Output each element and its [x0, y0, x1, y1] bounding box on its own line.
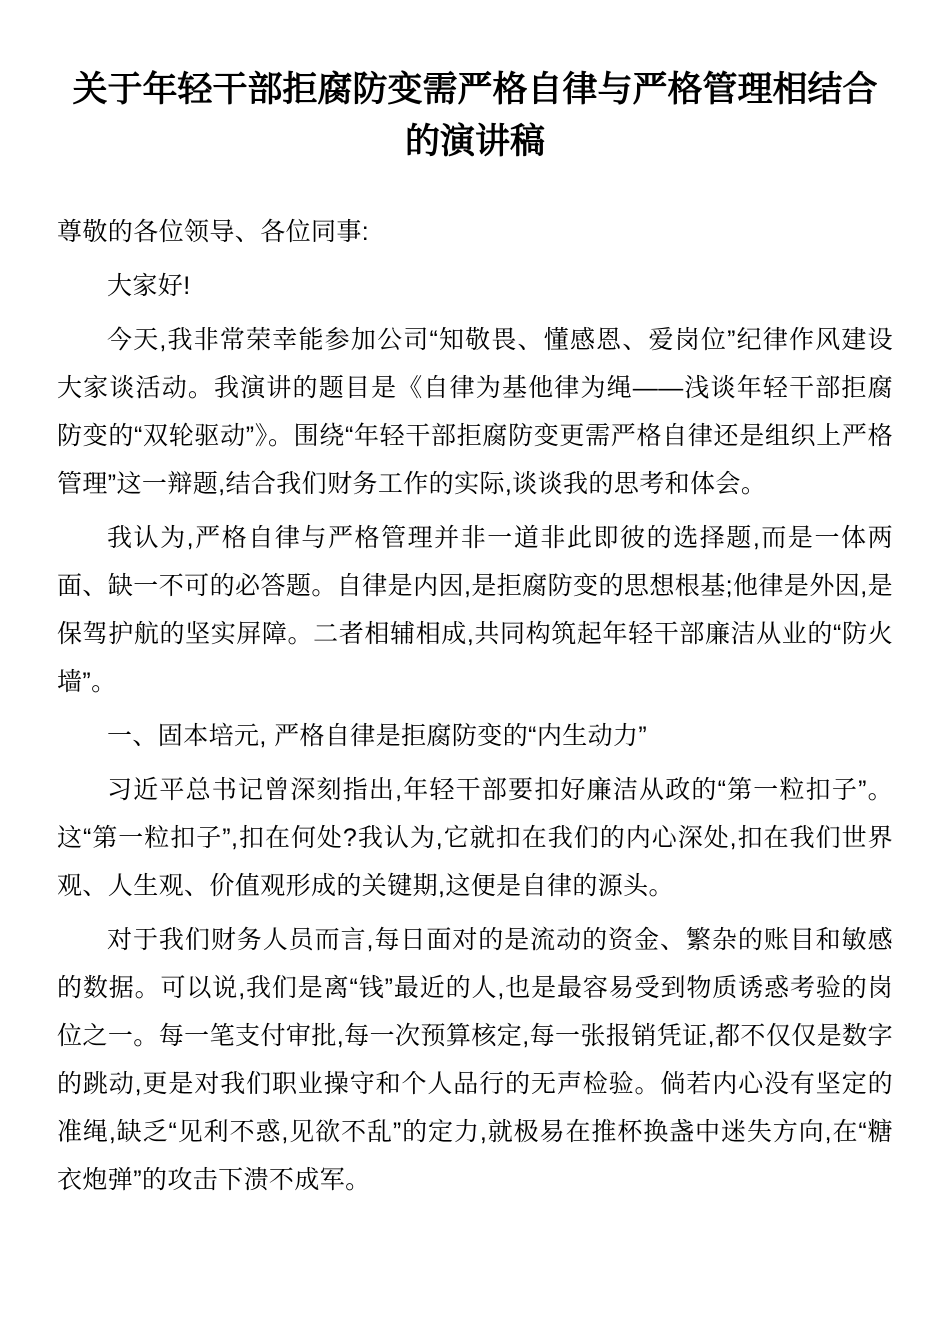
- document-body: [57, 208, 893, 1204]
- greeting-paragraph: 大家好!: [107, 272, 191, 300]
- finance-paragraph: 对于我们财务人员而言,每日面对的是流动的资金、繁杂的账目和敏感的数据。可以说,我们是离“钱”最近的人,也是最容易受到物质诱惑考验的岗位之一。每一笔支付审批,每一次预算核定,每一张报销凭证,都不仅仅是数字的跳动,更是对我们职业操守和个人品行的无声检验。倘若内心没有坚定的准绳,缺乏“见利不惑,见欲不乱”的定力,就极易在推杯换盏中迷失方向,在“糖衣炮弹”的攻击下溃不成军。: [57, 926, 893, 1194]
- salutation-paragraph: 尊敬的各位领导、各位同事:: [57, 218, 370, 246]
- quote-paragraph: 习近平总书记曾深刻指出,年轻干部要扣好廉洁从政的“第一粒扣子”。这“第一粒扣子”,扣在何处?我认为,它就扣在我们的内心深处,扣在我们世界观、人生观、价值观形成的关键期,这便是自律的源头。: [57, 776, 893, 900]
- intro-paragraph: 今天,我非常荣幸能参加公司“知敬畏、懂感恩、爱岗位”纪律作风建设大家谈活动。我演讲的题目是《自律为基他律为绳——浅谈年轻干部拒腐防变的“双轮驱动”》。围绕“年轻干部拒腐防变更需严格自律还是组织上严格管理”这一辩题,结合我们财务工作的实际,谈谈我的思考和体会。: [57, 326, 893, 498]
- section-heading: 一、固本培元, 严格自律是拒腐防变的“内生动力”: [107, 722, 648, 750]
- thesis-paragraph: 我认为,严格自律与严格管理并非一道非此即彼的选择题,而是一体两面、缺一不可的必答题。自律是内因,是拒腐防变的思想根基;他律是外因,是保驾护航的坚实屏障。二者相辅相成,共同构筑起年轻干部廉洁从业的“防火墙”。: [57, 524, 893, 696]
- document-title: 关于年轻干部拒腐防变需严格自律与严格管理相结合的演讲稿: [72, 70, 878, 161]
